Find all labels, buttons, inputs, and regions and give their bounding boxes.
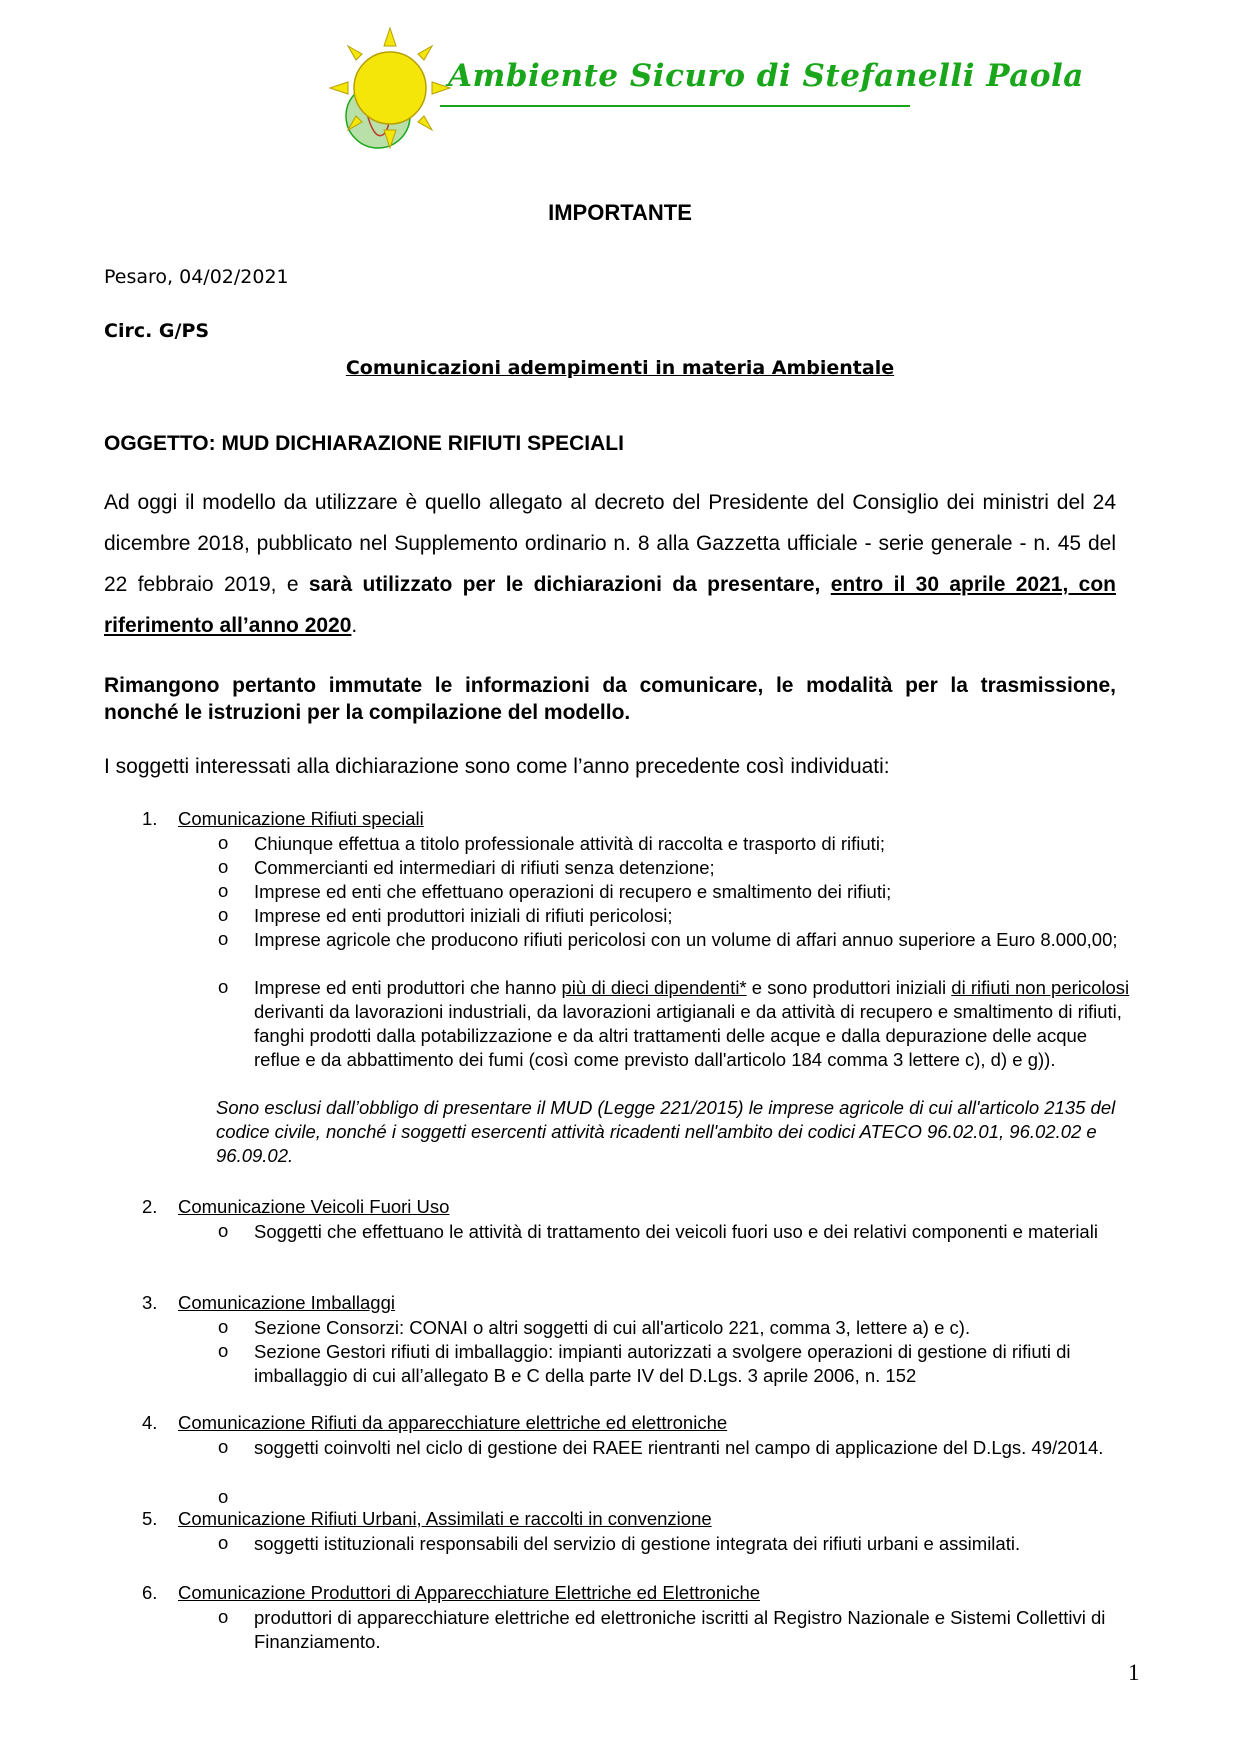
section-heading: Comunicazione Imballaggi [178, 1292, 395, 1313]
document-date: Pesaro, 04/02/2021 [104, 266, 289, 288]
bullet-marker: o [218, 928, 229, 949]
page-number: 1 [1128, 1660, 1140, 1685]
company-underline [440, 105, 910, 107]
section-heading: Comunicazione Rifiuti da apparecchiature elettriche ed elettroniche [178, 1412, 728, 1433]
sun-logo-icon [326, 24, 456, 154]
bullet-marker: o [218, 880, 229, 901]
list-item: Commercianti ed intermediari di rifiuti senza detenzione; [254, 857, 715, 878]
bullet-marker: o [218, 832, 229, 853]
list-number: 4. [142, 1412, 158, 1433]
list-item-text: e sono produttori iniziali [746, 977, 952, 998]
circular-reference: Circ. G/PS [104, 320, 210, 342]
section-heading: Comunicazione Produttori di Apparecchiature Elettriche ed Elettroniche [178, 1582, 761, 1603]
list-number: 6. [142, 1582, 158, 1603]
list-number: 2. [142, 1196, 158, 1217]
unchanged-info-paragraph: Rimangono pertanto immutate le informazioni da comunicare, le modalità per la trasmissione, nonché le istruzioni per la compilazione del modello. [104, 674, 1116, 724]
list-item: Imprese agricole che producono rifiuti pericolosi con un volume di affari annuo superiore a Euro 8.000,00; [254, 929, 1118, 950]
list-item: soggetti coinvolti nel ciclo di gestione dei RAEE rientranti nel campo di applicazione del D.Lgs. 49/2014. [254, 1437, 1104, 1458]
bullet-marker: o [218, 904, 229, 925]
bullet-marker: o [218, 1486, 229, 1507]
section-heading: Comunicazione Rifiuti speciali [178, 808, 424, 829]
section-heading: Comunicazione Veicoli Fuori Uso [178, 1196, 450, 1217]
list-item-text: derivanti da lavorazioni industriali, da lavorazioni artigianali e da attività di recupero e smaltimento di rifiuti, fanghi prodotti dalla potabilizzazione e da altri trattamenti delle acque e dalla depurazione delle acque reflue e da abbattimento dei fumi (così come previsto dall'articolo 184 comma 3 lettere c), d) e g)). [254, 1001, 1122, 1070]
list-item: Imprese ed enti produttori iniziali di rifiuti pericolosi; [254, 905, 673, 926]
subject-line: OGGETTO: MUD DICHIARAZIONE RIFIUTI SPECIALI [104, 432, 624, 455]
bullet-marker: o [218, 1316, 229, 1337]
list-number: 5. [142, 1508, 158, 1529]
list-item: Sezione Consorzi: CONAI o altri soggetti di cui all'articolo 221, comma 3, lettere a) e c). [254, 1317, 971, 1338]
list-item: Chiunque effettua a titolo professionale attività di raccolta e trasporto di rifiuti; [254, 833, 886, 854]
bullet-marker: o [218, 976, 229, 997]
non-hazardous-waste: di rifiuti non pericolosi [951, 977, 1130, 998]
intro-end: . [351, 614, 358, 637]
bullet-marker: o [218, 1606, 229, 1627]
bullet-marker: o [218, 856, 229, 877]
list-item-text: Imprese ed enti produttori che hanno [254, 977, 562, 998]
intro-paragraph [104, 482, 1116, 646]
list-item: Sezione Gestori rifiuti di imballaggio: impianti autorizzati a svolgere operazioni di gestione di rifiuti di imballaggio di cui all’allegato B e C della parte IV del D.Lgs. 3 aprile 2006, n. 152 [254, 1341, 1071, 1386]
document-title: IMPORTANTE [548, 200, 692, 225]
list-item: Imprese ed enti che effettuano operazioni di recupero e smaltimento dei rifiuti; [254, 881, 892, 902]
subjects-intro: I soggetti interessati alla dichiarazione sono come l’anno precedente così individuati: [104, 755, 890, 778]
list-item: soggetti istituzionali responsabili del servizio di gestione integrata dei rifiuti urbani e assimilati. [254, 1533, 1021, 1554]
exclusion-note: Sono esclusi dall’obbligo di presentare il MUD (Legge 221/2015) le imprese agricole di cui all'articolo 2135 del codice civile, nonché i soggetti esercenti attività ricadenti nell'ambito dei codici ATECO 96.02.01, 96.02.02 e 96.09.02. [216, 1097, 1116, 1166]
bullet-marker: o [218, 1532, 229, 1553]
company-name: Ambiente Sicuro di Stefanelli Paola [448, 58, 1084, 94]
list-number: 1. [142, 808, 158, 829]
section-heading: Comunicazione Rifiuti Urbani, Assimilati e raccolti in convenzione [178, 1508, 712, 1529]
list-item [254, 976, 1130, 1072]
list-item: Soggetti che effettuano le attività di trattamento dei veicoli fuori uso e dei relativi componenti e materiali [254, 1221, 1098, 1242]
list-item: produttori di apparecchiature elettriche ed elettroniche iscritti al Registro Nazionale e Sistemi Collettivi di Finanziamento. [254, 1607, 1106, 1652]
bullet-marker: o [218, 1340, 229, 1361]
list-number: 3. [142, 1292, 158, 1313]
intro-text: Ad oggi il modello da utilizzare è quello allegato al decreto del Presidente del Consiglio dei ministri del 24 dicembre 2018, pubblicato nel Supplemento ordinario n. 8 alla Gazzetta ufficiale - serie generale - n. 45 del 22 febbraio 2019, e [104, 491, 1116, 596]
bullet-marker: o [218, 1220, 229, 1241]
intro-bold: sarà utilizzato per le dichiarazioni da presentare, [308, 573, 831, 596]
bullet-marker: o [218, 1436, 229, 1457]
document-subtitle: Comunicazioni adempimenti in materia Ambientale [345, 357, 895, 379]
employees-threshold: più di dieci dipendenti* [561, 977, 747, 998]
intro-deadline: entro il 30 aprile 2021, con riferimento all’anno 2020 [104, 573, 1116, 637]
